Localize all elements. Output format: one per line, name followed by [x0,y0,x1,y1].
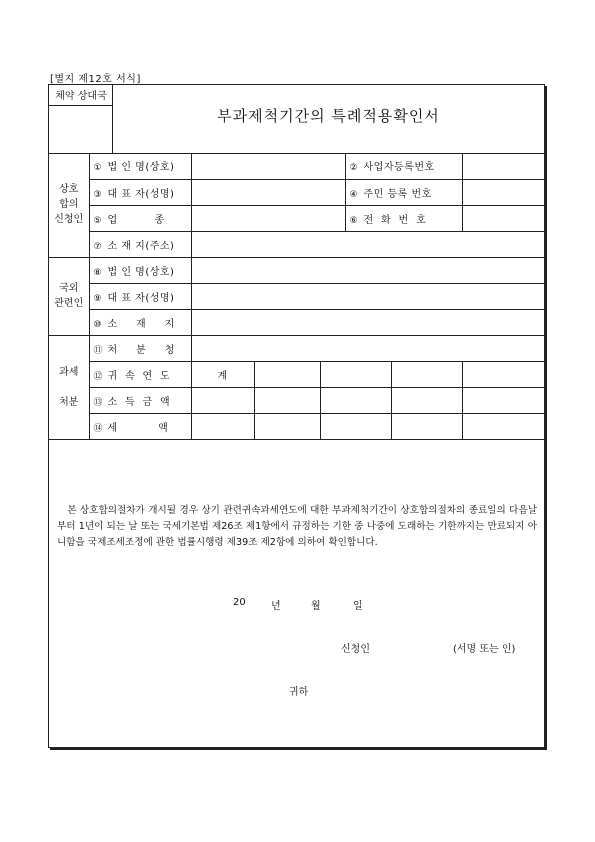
address-field[interactable] [191,231,544,257]
biz-reg-field[interactable] [462,153,544,179]
applicant-label: 신청인 [341,644,370,655]
label-phone: ⑥ 전 화 번 호 [345,205,462,231]
table-row [49,179,544,205]
treaty-country-box [49,85,113,153]
label-year: ⑫ 귀 속 연 도 [89,361,191,387]
label-rep: ③ 대 표 자(성명) [89,179,191,205]
group-tax [49,335,89,439]
date-day: 일 [353,601,363,612]
f-rep-field[interactable] [191,283,544,309]
phone-field[interactable] [462,205,544,231]
form-title: 부과제척기간의 특례적용확인서 [217,107,440,125]
table-row [49,283,544,309]
year-cell-2[interactable] [320,361,391,387]
tax-cell-3[interactable] [391,413,462,439]
label-income: ⑬ 소 득 금 액 [89,387,191,413]
signature-label: (서명 또는 인) [453,644,516,655]
table-row [49,205,544,231]
table-row [49,309,544,335]
table-row [49,231,544,257]
tax-cell-0[interactable] [191,413,254,439]
label-f-rep: ⑨ 대 표 자(성명) [89,283,191,309]
year-cell-3[interactable] [391,361,462,387]
header-row [49,85,544,154]
rep-field[interactable] [191,179,345,205]
business-field[interactable] [191,205,345,231]
label-f-address: ⑩ 소 재 지 [89,309,191,335]
year-cell-1[interactable] [254,361,320,387]
group-label: 국외 관련인 [54,283,84,309]
date-prefix: 20 [233,597,246,608]
table-row [49,361,544,387]
treaty-country-label: 체약 상대국 [49,89,113,106]
label-f-corp-name: ⑧ 법 인 명(상호) [89,257,191,283]
label-business: ⑤ 업 종 [89,205,191,231]
income-cell-3[interactable] [391,387,462,413]
form-table [49,153,544,440]
f-address-field[interactable] [191,309,544,335]
date-month: 월 [311,601,321,612]
office-field[interactable] [191,335,544,361]
label-office: ⑪ 처 분 청 [89,335,191,361]
tax-cell-4[interactable] [462,413,544,439]
table-row [49,387,544,413]
year-cell-4[interactable] [462,361,544,387]
total-label: 계 [191,361,254,387]
addressee: 귀하 [289,687,309,698]
label-corp-name: ① 법 인 명(상호) [89,153,191,179]
income-cell-1[interactable] [254,387,320,413]
group-foreign [49,257,89,335]
tax-cell-1[interactable] [254,413,320,439]
income-cell-2[interactable] [320,387,391,413]
date-year: 년 [271,601,281,612]
table-row [49,413,544,439]
form-frame [48,84,545,748]
table-row [49,335,544,361]
label-biz-reg: ② 사업자등록번호 [345,153,462,179]
income-cell-4[interactable] [462,387,544,413]
group-applicant [49,153,89,257]
income-cell-0[interactable] [191,387,254,413]
group-label: 상호 합의 신청인 [54,184,84,226]
confirmation-statement: 본 상호합의절차가 개시될 경우 상기 관련귀속과세연도에 대한 부과제척기간이 상호합의절차의 종료일의 다음날부터 1년이 되는 날 또는 국세기본법 제26조 제1항에서 규정하는 기한 중 나중에 도래하는 기한까지는 만료되지 아니함을 국제조세조정에 관한 법률시행령 제39조 제2항에 의하여 확인합니다. [57,505,537,548]
table-row [49,257,544,283]
tax-cell-2[interactable] [320,413,391,439]
label-tax-amount: ⑭ 세 액 [89,413,191,439]
label-resident-no: ④ 주민 등록 번호 [345,179,462,205]
resident-no-field[interactable] [462,179,544,205]
label-address: ⑦ 소 재 지(주소) [89,231,191,257]
corp-name-field[interactable] [191,153,345,179]
group-label: 과세 처분 [59,366,79,408]
table-row [49,153,544,179]
f-corp-name-field[interactable] [191,257,544,283]
form-code: [별지 제12호 서식] [50,74,141,85]
